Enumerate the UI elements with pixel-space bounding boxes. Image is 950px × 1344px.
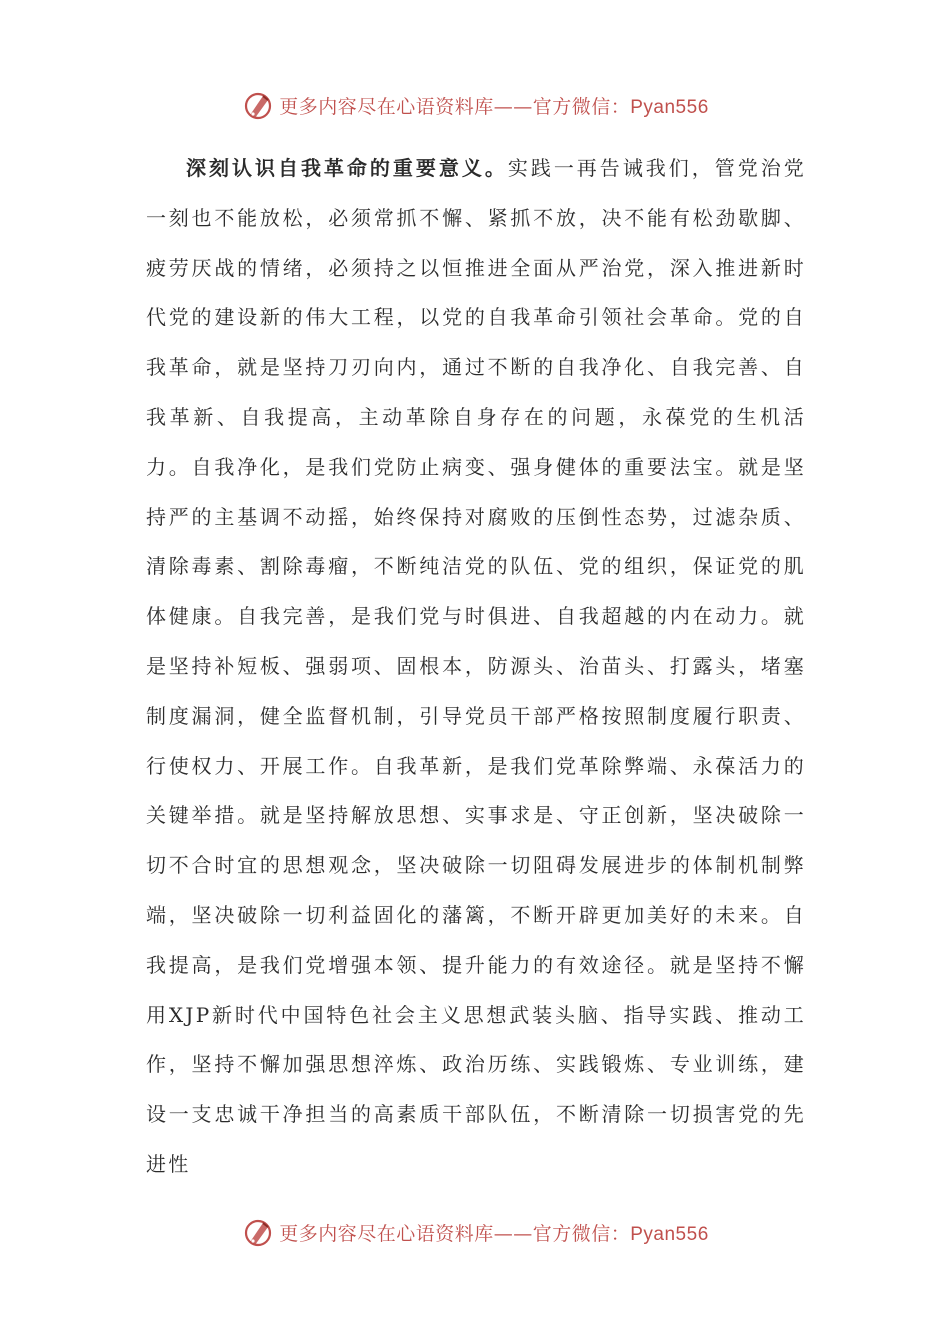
banner-text: 更多内容尽在心语资料库——官方微信：Pyan556 bbox=[279, 95, 709, 118]
wechat-id: Pyan556 bbox=[630, 96, 709, 118]
header-banner bbox=[0, 85, 950, 125]
wechat-id: Pyan556 bbox=[630, 1223, 709, 1245]
footer-banner bbox=[0, 1212, 950, 1252]
banner-text: 更多内容尽在心语资料库——官方微信：Pyan556 bbox=[279, 1222, 709, 1245]
pen-nib-logo-icon bbox=[241, 88, 275, 122]
article-paragraph bbox=[146, 144, 806, 1190]
pen-nib-logo-icon bbox=[241, 1215, 275, 1249]
paragraph-lead: 深刻认识自我革命的重要意义。 bbox=[186, 156, 508, 180]
paragraph-body: 实践一再告诫我们，管党治党一刻也不能放松，必须常抓不懈、紧抓不放，决不能有松劲歇脚、疲劳厌战的情绪，必须持之以恒推进全面从严治党，深入推进新时代党的建设新的伟大工程，以党的自我革命引领社会革命。党的自我革命，就是坚持刀刃向内，通过不断的自我净化、自我完善、自我革新、自我提高，主动革除自身存在的问题，永葆党的生机活力。自我净化，是我们党防止病变、强身健体的重要法宝。就是坚持严的主基调不动摇，始终保持对腐败的压倒性态势，过滤杂质、清除毒素、割除毒瘤，不断纯洁党的队伍、党的组织，保证党的肌体健康。自我完善，是我们党与时俱进、自我超越的内在动力。就是坚持补短板、强弱项、固根本，防源头、治苗头、打露头，堵塞制度漏洞，健全监督机制，引导党员干部严格按照制度履行职责、行使权力、开展工作。自我革新，是我们党革除弊端、永葆活力的关键举措。就是坚持解放思想、实事求是、守正创新，坚决破除一切不合时宜的思想观念，坚决破除一切阻碍发展进步的体制机制弊端，坚决破除一切利益固化的藩篱，不断开辟更加美好的未来。自我提高，是我们党增强本领、提升能力的有效途径。就是坚持不懈用XJP新时代中国特色社会主义思想武装头脑、指导实践、推动工作，坚持不懈加强思想淬炼、政治历练、实践锻炼、专业训练，建设一支忠诚干净担当的高素质干部队伍，不断清除一切损害党的先进性 bbox=[146, 156, 807, 1176]
